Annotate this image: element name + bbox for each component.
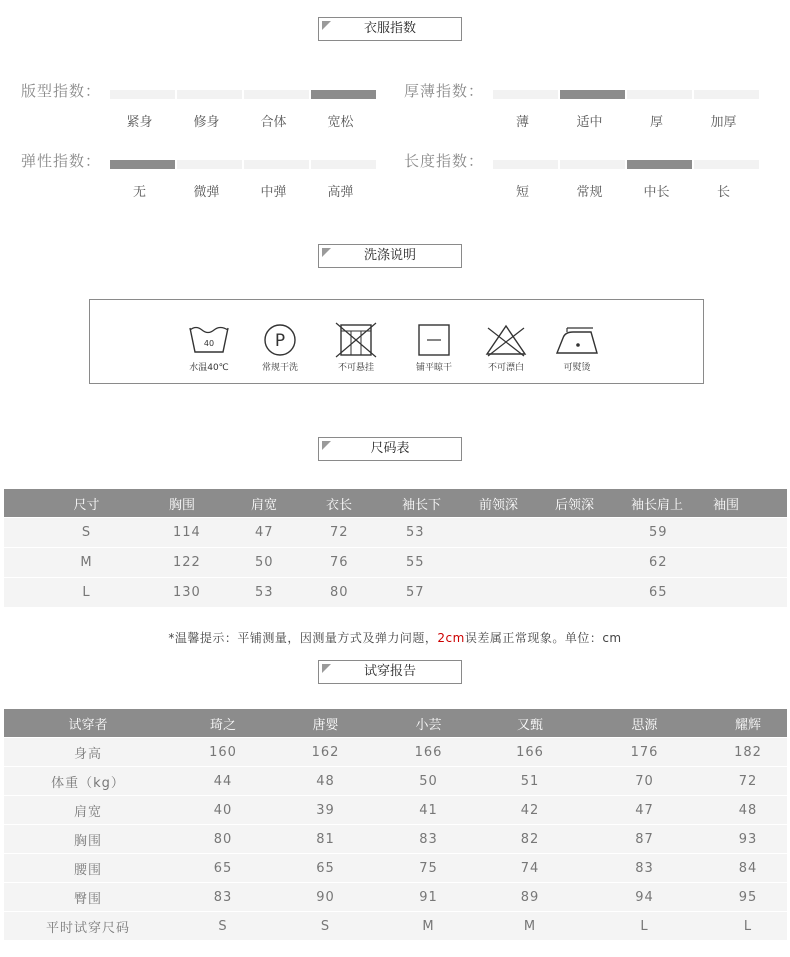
try-on-table <box>4 709 787 940</box>
wash-item <box>328 322 384 373</box>
try-table-cell: 166 <box>377 738 480 767</box>
size-table-cell <box>555 548 631 578</box>
try-table-cell: M <box>480 912 580 941</box>
size-table-cell <box>713 578 787 608</box>
try-table-header: 小芸 <box>377 709 480 738</box>
length-option-label: 长 <box>716 185 730 200</box>
length-scale-bar <box>493 160 558 169</box>
elasticity-scale-bar <box>177 160 242 169</box>
table-row <box>4 548 787 578</box>
elasticity-scale-bar <box>244 160 309 169</box>
length-scale-bar <box>560 160 625 169</box>
try-table-cell: 75 <box>377 854 480 883</box>
try-table-cell: S <box>274 912 377 941</box>
elasticity-scale-bar <box>110 160 175 169</box>
size-table-cell: 59 <box>631 518 713 548</box>
fit-option-label: 宽松 <box>327 115 354 130</box>
try-table-cell: S <box>172 912 274 941</box>
size-table-cell: 72 <box>326 518 402 548</box>
table-row <box>4 796 787 825</box>
try-table-cell: 166 <box>480 738 580 767</box>
size-table-cell: 62 <box>631 548 713 578</box>
length-index-label: 长度指数： <box>404 152 485 170</box>
try-table-cell: 体重（kg） <box>4 767 172 796</box>
try-table-cell: 83 <box>580 854 709 883</box>
thickness-option-label: 适中 <box>576 115 603 130</box>
try-table-cell: 40 <box>172 796 274 825</box>
size-table-cell: 76 <box>326 548 402 578</box>
fit-option-label: 修身 <box>193 115 220 130</box>
try-table-cell: 65 <box>172 854 274 883</box>
try-table-header: 琦之 <box>172 709 274 738</box>
size-table-header: 后领深 <box>555 489 631 518</box>
fit-scale-bar <box>311 90 376 99</box>
try-table-cell: 94 <box>580 883 709 912</box>
wash-label: 不可悬挂 <box>337 363 374 373</box>
elasticity-option-label: 高弹 <box>327 185 354 200</box>
try-table-cell: 65 <box>274 854 377 883</box>
try-table-cell: 44 <box>172 767 274 796</box>
wash-label: 可熨烫 <box>563 363 591 373</box>
elasticity-option-label: 中弹 <box>260 185 287 200</box>
fit-scale-bar <box>177 90 242 99</box>
length-option-label: 中长 <box>643 185 670 200</box>
table-row <box>4 578 787 608</box>
try-table-cell: 臀围 <box>4 883 172 912</box>
size-table-header: 前领深 <box>479 489 555 518</box>
try-table-header: 又甄 <box>480 709 580 738</box>
try-table-cell: 腰围 <box>4 854 172 883</box>
try-table-cell: 80 <box>172 825 274 854</box>
tip-text-end: 误差属正常现象。单位：cm <box>464 631 622 645</box>
try-table-header: 试穿者 <box>4 709 172 738</box>
wash-item <box>252 322 308 373</box>
size-table-cell <box>713 548 787 578</box>
section-title-text: 试穿报告 <box>363 664 416 679</box>
no-hang-icon <box>332 322 380 358</box>
table-row <box>4 883 787 912</box>
length-option-label: 常规 <box>576 185 603 200</box>
size-table-header: 胸围 <box>169 489 251 518</box>
thickness-option-label: 加厚 <box>710 115 737 130</box>
corner-mark-icon <box>322 248 331 257</box>
table-row <box>4 854 787 883</box>
size-table-cell: 53 <box>251 578 326 608</box>
try-table-cell: 41 <box>377 796 480 825</box>
try-table-cell: L <box>709 912 787 941</box>
size-table <box>4 489 787 607</box>
corner-mark-icon <box>322 21 331 30</box>
iron-icon <box>553 322 601 358</box>
try-table-cell: 平时试穿尺码 <box>4 912 172 941</box>
try-table-cell: 162 <box>274 738 377 767</box>
table-row <box>4 825 787 854</box>
try-table-cell: 160 <box>172 738 274 767</box>
table-row <box>4 767 787 796</box>
size-table-cell <box>479 518 555 548</box>
measurement-tip <box>0 629 790 646</box>
try-table-cell: 72 <box>709 767 787 796</box>
try-table-cell: 50 <box>377 767 480 796</box>
size-table-cell <box>479 548 555 578</box>
wash-label: 不可漂白 <box>487 363 524 373</box>
size-table-cell: 130 <box>169 578 251 608</box>
size-table-cell <box>555 578 631 608</box>
wash-label: 常规干洗 <box>261 363 298 373</box>
try-table-cell: 176 <box>580 738 709 767</box>
try-table-cell: 182 <box>709 738 787 767</box>
try-table-cell: 93 <box>709 825 787 854</box>
tip-highlight: 2cm <box>437 631 465 645</box>
try-table-cell: 42 <box>480 796 580 825</box>
elasticity-index-label: 弹性指数： <box>21 152 102 170</box>
size-table-cell: 80 <box>326 578 402 608</box>
size-table-cell <box>555 518 631 548</box>
size-table-cell: 53 <box>402 518 479 548</box>
try-table-cell: 89 <box>480 883 580 912</box>
size-table-header: 袖围 <box>713 489 787 518</box>
try-table-cell: 胸围 <box>4 825 172 854</box>
wash-temp-text: 40 <box>203 339 215 348</box>
size-table-cell: 50 <box>251 548 326 578</box>
try-table-cell: 95 <box>709 883 787 912</box>
wash-item <box>549 322 605 373</box>
thickness-option-label: 薄 <box>515 115 529 130</box>
wash-label: 铺平晾干 <box>415 363 452 373</box>
no-bleach-icon <box>482 322 530 358</box>
thickness-index-label: 厚薄指数： <box>404 82 485 100</box>
try-table-cell: 87 <box>580 825 709 854</box>
try-table-header: 唐婴 <box>274 709 377 738</box>
fit-option-label: 合体 <box>260 115 287 130</box>
size-table-header: 尺寸 <box>4 489 169 518</box>
wash-item <box>478 322 534 373</box>
svg-text:P: P <box>274 331 286 351</box>
tip-text: *温馨提示：平铺测量，因测量方式及弹力问题， <box>168 631 438 645</box>
wash-item <box>181 322 237 373</box>
try-table-header: 思源 <box>580 709 709 738</box>
size-table-cell: 114 <box>169 518 251 548</box>
try-table-cell: 身高 <box>4 738 172 767</box>
elasticity-scale-bar <box>311 160 376 169</box>
try-table-cell: M <box>377 912 480 941</box>
dry-clean-icon <box>256 322 304 358</box>
section-title-size-chart <box>318 437 462 461</box>
try-table-cell: 91 <box>377 883 480 912</box>
try-table-cell: 47 <box>580 796 709 825</box>
wash-40-icon <box>185 322 233 358</box>
size-table-cell: M <box>4 548 169 578</box>
size-table-cell: 57 <box>402 578 479 608</box>
section-title-clothing-index <box>318 17 462 41</box>
table-row <box>4 738 787 767</box>
try-table-cell: 74 <box>480 854 580 883</box>
thickness-scale-bar <box>627 90 692 99</box>
try-table-cell: 70 <box>580 767 709 796</box>
wash-item <box>406 322 462 373</box>
try-table-cell: 82 <box>480 825 580 854</box>
length-scale-bar <box>627 160 692 169</box>
corner-mark-icon <box>322 664 331 673</box>
try-table-cell: 83 <box>172 883 274 912</box>
size-table-cell: 55 <box>402 548 479 578</box>
thickness-scale-bar <box>694 90 759 99</box>
section-title-washing <box>318 244 462 268</box>
size-table-cell: 65 <box>631 578 713 608</box>
try-table-cell: 90 <box>274 883 377 912</box>
try-table-header: 耀辉 <box>709 709 787 738</box>
size-table-header: 袖长下 <box>402 489 479 518</box>
size-table-cell: 47 <box>251 518 326 548</box>
size-table-cell: L <box>4 578 169 608</box>
try-table-cell: 39 <box>274 796 377 825</box>
fit-scale-bar <box>110 90 175 99</box>
size-table-header: 衣长 <box>326 489 402 518</box>
fit-scale-bar <box>244 90 309 99</box>
try-table-cell: 83 <box>377 825 480 854</box>
size-table-cell: 122 <box>169 548 251 578</box>
try-table-cell: 51 <box>480 767 580 796</box>
size-table-cell: S <box>4 518 169 548</box>
try-table-cell: 48 <box>709 796 787 825</box>
section-title-text: 衣服指数 <box>363 21 416 36</box>
elasticity-option-label: 微弹 <box>193 185 220 200</box>
try-table-cell: 84 <box>709 854 787 883</box>
length-option-label: 短 <box>515 185 529 200</box>
dry-flat-icon <box>410 322 458 358</box>
section-title-text: 尺码表 <box>370 441 410 456</box>
section-title-try-on <box>318 660 462 684</box>
try-table-cell: 肩宽 <box>4 796 172 825</box>
thickness-option-label: 厚 <box>649 115 663 130</box>
size-table-header: 袖长肩上 <box>631 489 713 518</box>
thickness-scale-bar <box>493 90 558 99</box>
table-row <box>4 912 787 941</box>
table-row <box>4 518 787 548</box>
wash-label: 水温40℃ <box>189 363 229 373</box>
size-table-cell <box>713 518 787 548</box>
length-scale-bar <box>694 160 759 169</box>
fit-index-label: 版型指数： <box>21 82 102 100</box>
thickness-scale-bar <box>560 90 625 99</box>
section-title-text: 洗涤说明 <box>363 248 416 263</box>
try-table-cell: 48 <box>274 767 377 796</box>
try-table-cell: 81 <box>274 825 377 854</box>
try-table-cell: L <box>580 912 709 941</box>
size-table-header: 肩宽 <box>251 489 326 518</box>
fit-option-label: 紧身 <box>126 115 153 130</box>
size-table-cell <box>479 578 555 608</box>
corner-mark-icon <box>322 441 331 450</box>
elasticity-option-label: 无 <box>132 185 146 200</box>
